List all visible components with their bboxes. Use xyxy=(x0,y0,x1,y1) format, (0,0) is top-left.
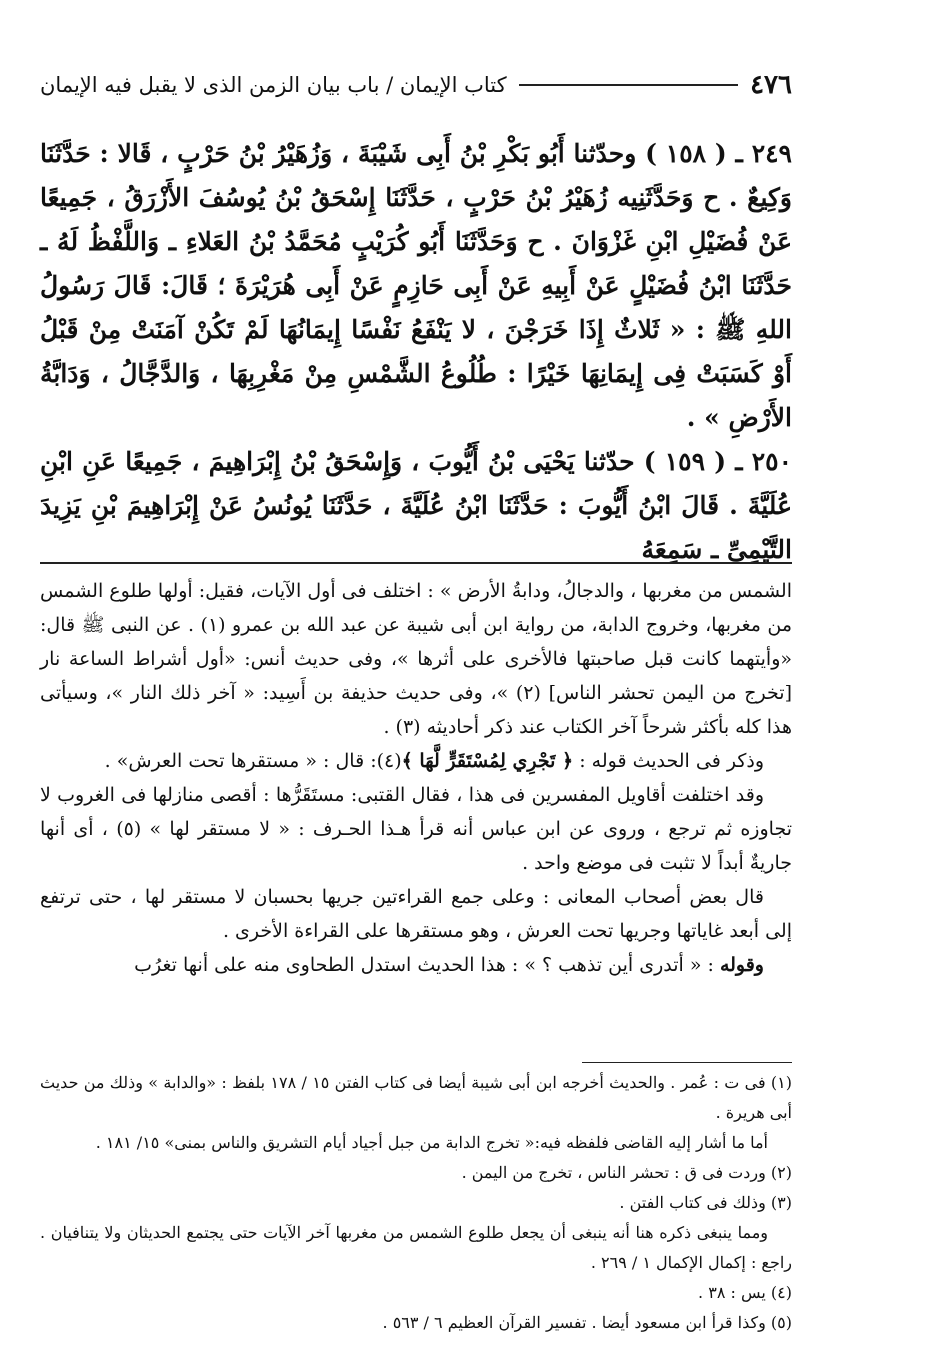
footnote: (٣) وذلك فى كتاب الفتن . xyxy=(619,1193,792,1212)
hadith-249: ٢٤٩ ـ ( ١٥٨ ) وحدّثنا أَبُو بَكْرِ بْنُ أَبِى شَيْبَةَ ، وَزُهَيْرُ بْنُ حَرْبٍ ، قَالا : حَدَّثَنَا وَكِيعٌ . ح وَحَدَّثَنِيه زُهَيْرُ بْنُ حَرْبٍ ، حَدَّثَنَا إِسْحَقُ بْنُ يُوسُفَ الأَزْرَقُ ، جَمِيعًا عَنْ فُضَيْلِ ابْنِ غَزْوَانَ . ح وَحَدَّثَنَا أَبُو كُرَيْبٍ مُحَمَّدُ بْنُ العَلاءِ ـ وَاللَّفْظُ لَهُ ـ حَدَّثَنَا ابْنُ فُضَيْلٍ عَنْ أَبِيهِ عَنْ أَبِى حَازِمٍ عَنْ أَبِى هُرَيْرَةَ ؛ قَالَ: قَالَ رَسُولُ اللهِ ﷺ : « ثَلاثٌ إِذَا خَرَجْنَ ، لا يَنْفَعُ نَفْسًا إِيمَانُهَا لَمْ تَكُنْ آمَنَتْ مِنْ قَبْلُ أَوْ كَسَبَتْ فِى إِيمَانِهَا خَيْرًا : طُلُوعُ الشَّمْسِ مِنْ مَغْرِبِهَا ، وَالدَّجَّالُ ، وَدَابَّةُ الأَرْضِ » . xyxy=(40,139,792,432)
footnote: (١) فى ت : عُمر . والحديث أخرجه ابن أبى شيبة أيضا فى كتاب الفتن ١٥ / ١٧٨ بلفظ : «والدابة » وذلك من حديث أبى هريرة . xyxy=(40,1073,793,1122)
running-title: كتاب الإيمان / باب بيان الزمن الذى لا يقبل فيه الإيمان xyxy=(40,73,507,97)
commentary-paragraph: قال بعض أصحاب المعانى : وعلى جمع القراءتين جريها بحسبان لا مستقر لها ، حتى ترتفع إلى أبعد غاياتها وجريها تحت العرش ، وهو مستقرها على القراءة الأخرى . xyxy=(40,886,792,942)
commentary-divider xyxy=(40,562,792,564)
commentary-lead: وقوله xyxy=(719,954,764,976)
page-header xyxy=(40,68,792,102)
footnote-divider xyxy=(582,1062,792,1063)
commentary-text: (٤): قال : « مستقرها تحت العرش» . xyxy=(104,750,402,772)
commentary-text: وذكر فى الحديث قوله : xyxy=(573,750,764,772)
commentary-paragraph: وقد اختلفت أقاويل المفسرين فى هذا ، فقال القتبى: مستَقَرُّها : أقصى منازلها فى الغروب لا تجاوزه ثم ترجع ، وروى عن ابن عباس أنه قرأ هـذا الحـرف : « لا مستقر لها » (٥) ، أى أنها جاريةٌ أبداً لا تثبت فى موضع واحد . xyxy=(40,784,792,874)
commentary-paragraph xyxy=(40,948,792,982)
footnotes xyxy=(40,1068,792,1338)
commentary xyxy=(40,574,792,982)
commentary-paragraph: الشمس من مغربها ، والدجالُ، ودابةُ الأرض » : اختلف فى أول الآيات، فقيل: أولها طلوع الشمس من مغربها، وخروج الدابة، من رواية ابن أبى شيبة عن عبد الله بن عمرو (١) . عن النبى ﷺ قال: «وأيتهما كانت قبل صاحبتها فالأخرى على أثرها »، وفى حديث أنس: «أول أشراط الساعة نار [تخرج من اليمن تحشر الناس] (٢) »، وفى حديث حذيفة بن أَسِيد: « آخر ذلك النار »، وسيأتى هذا كله بأكثر شرحاً آخر الكتاب عند ذكر أحاديثه (٣) . xyxy=(40,580,793,738)
footnote: (٥) وكذا قرأ ابن مسعود أيضا . تفسير القرآن العظيم ٦ / ٥٦٣ . xyxy=(382,1313,792,1332)
page-number: ٤٧٦ xyxy=(750,70,792,100)
quran-verse: ﴿ تَجْرِي لِمُسْتَقَرٍّ لَّهَا ﴾ xyxy=(401,750,574,772)
header-rule xyxy=(519,84,738,86)
footnote: (٢) وردت فى ق : تحشر الناس ، تخرج من اليمن . xyxy=(461,1163,792,1182)
commentary-text: : « أتدرى أين تذهب ؟ » : هذا الحديث استدل الطحاوى منه على أنها تغرُب xyxy=(134,954,720,976)
hadith-250: ٢٥٠ ـ ( ١٥٩ ) حدّثنا يَحْيَى بْنُ أَيُّوبَ ، وَإِسْحَقُ بْنُ إِبْرَاهِيمَ ، جَمِيعًا عَنِ ابْنِ عُلَيَّةَ . قَالَ ابْنُ أَيُّوبَ : حَدَّثَنَا ابْنُ عُلَيَّةَ ، حَدَّثَنَا يُونُسُ عَنْ إِبْرَاهِيمَ بْنِ يَزِيدَ التَّيْمِىِّ ـ سَمِعَهُ xyxy=(40,447,793,564)
footnote: ومما ينبغى ذكره هنا أنه ينبغى أن يجعل طلوع الشمس من مغربها آخر الآيات حتى يجتمع الحديثان ولا يتنافيان . راجع : إكمال الإكمال ١ / ٢٦٩ . xyxy=(40,1223,792,1272)
commentary-paragraph xyxy=(40,744,792,778)
footnote: أما ما أشار إليه القاضى فلفظه فيه:« تخرج الدابة من جبل أجياد أيام التشريق والناس بمنى» ١٥/ ١٨١ . xyxy=(95,1133,768,1152)
footnote: (٤) يس : ٣٨ . xyxy=(698,1283,792,1302)
